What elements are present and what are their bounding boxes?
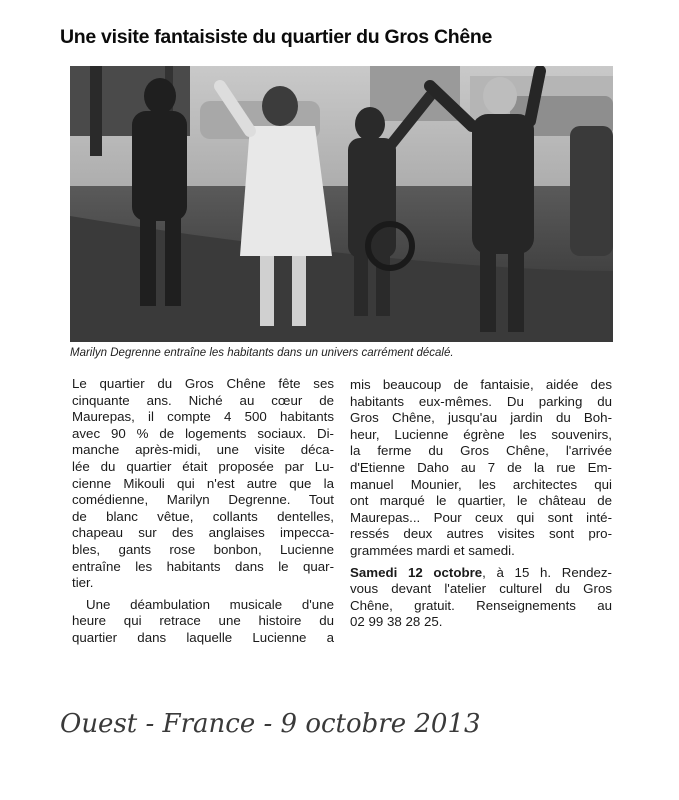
article-column-right — [350, 377, 612, 631]
text-line: avec 90 % de logements sociaux. Di- — [72, 425, 334, 441]
text-line: Une déambulation musicale d'une — [86, 596, 334, 612]
text-line: d'Etienne Daho au 7 de la rue Em- — [350, 459, 612, 475]
text-line: ont marqué le quartier, le château de — [350, 493, 612, 509]
article-title: Une visite fantaisiste du quartier du Gros Chêne — [60, 26, 493, 48]
text-line: la ferme du Gros Chêne, l'arrivée — [350, 443, 612, 459]
text-line: Maurepas... Pour ceux qui sont inté- — [350, 509, 612, 525]
text-line: heure qui retrace une histoire du — [72, 613, 334, 629]
text-line: comédienne, Marilyn Degrenne. Tout — [72, 492, 334, 508]
text-line: heur, Lucienne égrène les souvenirs, — [350, 426, 612, 442]
text-line: cienne Mikouli qui n'est autre que la — [72, 475, 334, 491]
event-date: Samedi 12 octobre — [350, 564, 483, 580]
text-line: Maurepas, il compte 4 500 habitants — [72, 409, 334, 425]
text-line: bles, gants rose bonbon, Lucienne — [72, 541, 334, 557]
text-line: chapeau sur des anglaises impecca- — [72, 525, 334, 541]
article-photo — [70, 66, 613, 342]
text-line: manche après-midi, une visite déca- — [72, 442, 334, 458]
text-line: lée du quartier était proposée par Lu- — [72, 458, 334, 474]
text-line: Gros Chêne, jusqu'au jardin du Boh- — [350, 410, 612, 426]
phone-number: 02 99 38 28 25. — [350, 614, 443, 630]
event-time: , à 15 h. Rendez- — [482, 564, 612, 580]
text-line: habitants eux-mêmes. Du parking du — [350, 393, 612, 409]
text-line: entraîne les habitants dans le quar- — [72, 558, 334, 574]
text-line: manuel Mounier, les architectes qui — [350, 476, 612, 492]
text-line: mis beaucoup de fantaisie, aidée des — [350, 377, 612, 392]
handwritten-note-text: Ouest - France - 9 octobre 2013 — [60, 709, 481, 739]
event-line — [350, 565, 612, 582]
text-line: Chêne, gratuit. Renseignements au — [350, 597, 612, 613]
article-column-left — [72, 376, 334, 647]
photo-scene — [70, 66, 613, 342]
text-line: quartier dans laquelle Lucienne a — [72, 629, 334, 645]
handwritten-source-note — [56, 700, 576, 746]
text-line: cinquante ans. Niché au cœur de — [72, 392, 334, 408]
text-line: grammées mardi et samedi. — [350, 542, 515, 558]
text-line: ressés deux autres visites sont pro- — [350, 526, 612, 542]
text-line: vous devant l'atelier culturel du Gros — [350, 581, 612, 597]
photo-caption: Marilyn Degrenne entraîne les habitants dans un univers carrément décalé. — [70, 347, 454, 359]
text-line: tier. — [72, 575, 94, 591]
text-line: Le quartier du Gros Chêne fête ses — [72, 376, 334, 391]
text-line: de blanc vêtue, collants dentelles, — [72, 508, 334, 524]
